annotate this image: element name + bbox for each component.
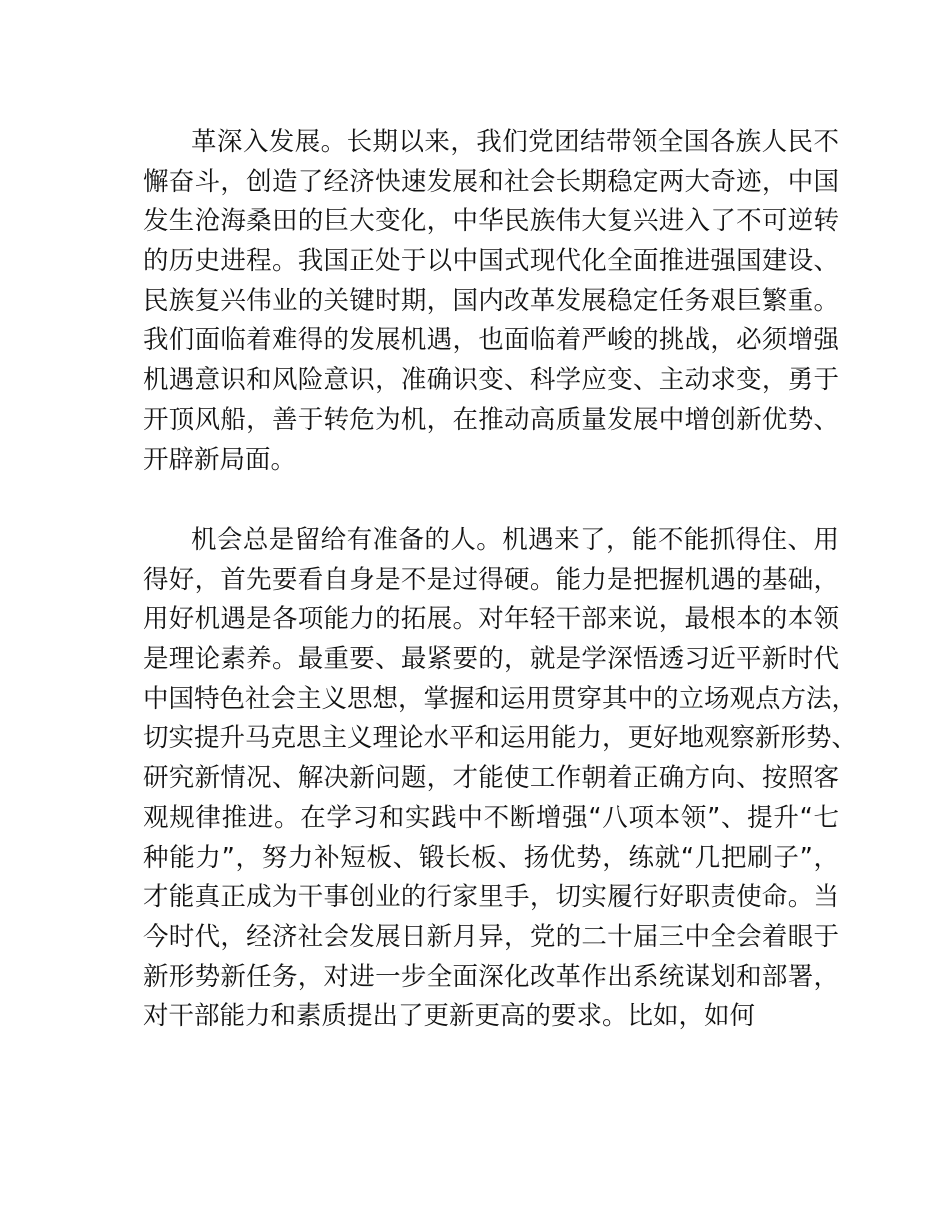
text-line: 种能力”，努力补短板、锻长板、扬优势，练就“几把刷子”，	[143, 842, 839, 873]
text-line: 的历史进程。我国正处于以中国式现代化全面推进强国建设、	[143, 246, 839, 277]
text-line: 新形势新任务，对进一步全面深化改革作出系统谋划和部署，	[143, 961, 839, 992]
text-line: 中国特色社会主义思想，掌握和运用贯穿其中的立场观点方法，	[143, 683, 858, 714]
text-line: 是理论素养。最重要、最紧要的，就是学深悟透习近平新时代	[143, 644, 839, 675]
text-line: 开顶风船，善于转危为机，在推动高质量发展中增创新优势、	[143, 404, 839, 435]
text-line: 今时代，经济社会发展日新月异，党的二十届三中全会着眼于	[143, 921, 839, 952]
text-line: 我们面临着难得的发展机遇，也面临着严峻的挑战，必须增强	[143, 325, 839, 356]
text-line: 发生沧海桑田的巨大变化，中华民族伟大复兴进入了不可逆转	[143, 206, 839, 237]
text-line: 革深入发展。长期以来，我们党团结带领全国各族人民不	[191, 127, 839, 157]
paragraph-1	[143, 123, 839, 480]
text-line: 民族复兴伟业的关键时期，国内改革发展稳定任务艰巨繁重。	[143, 285, 839, 316]
text-line: 用好机遇是各项能力的拓展。对年轻干部来说，最根本的本领	[143, 604, 839, 635]
text-line: 得好，首先要看自身是不是过得硬。能力是把握机遇的基础，	[143, 564, 839, 595]
text-line: 机会总是留给有准备的人。机遇来了，能不能抓得住、用	[191, 525, 839, 555]
text-line: 切实提升马克思主义理论水平和运用能力，更好地观察新形势、	[143, 723, 858, 754]
text-line: 开辟新局面。	[143, 444, 297, 475]
text-line: 机遇意识和风险意识，准确识变、科学应变、主动求变，勇于	[143, 365, 839, 396]
text-line: 对干部能力和素质提出了更新更高的要求。比如，如何	[143, 1001, 756, 1032]
paragraph-2	[143, 521, 858, 1037]
text-line: 才能真正成为干事创业的行家里手，切实履行好职责使命。当	[143, 882, 839, 913]
text-line: 观规律推进。在学习和实践中不断增强“八项本领”、提升“七	[143, 802, 839, 833]
text-line: 懈奋斗，创造了经济快速发展和社会长期稳定两大奇迹，中国	[143, 166, 839, 197]
text-line: 研究新情况、解决新问题，才能使工作朝着正确方向、按照客	[143, 763, 839, 794]
